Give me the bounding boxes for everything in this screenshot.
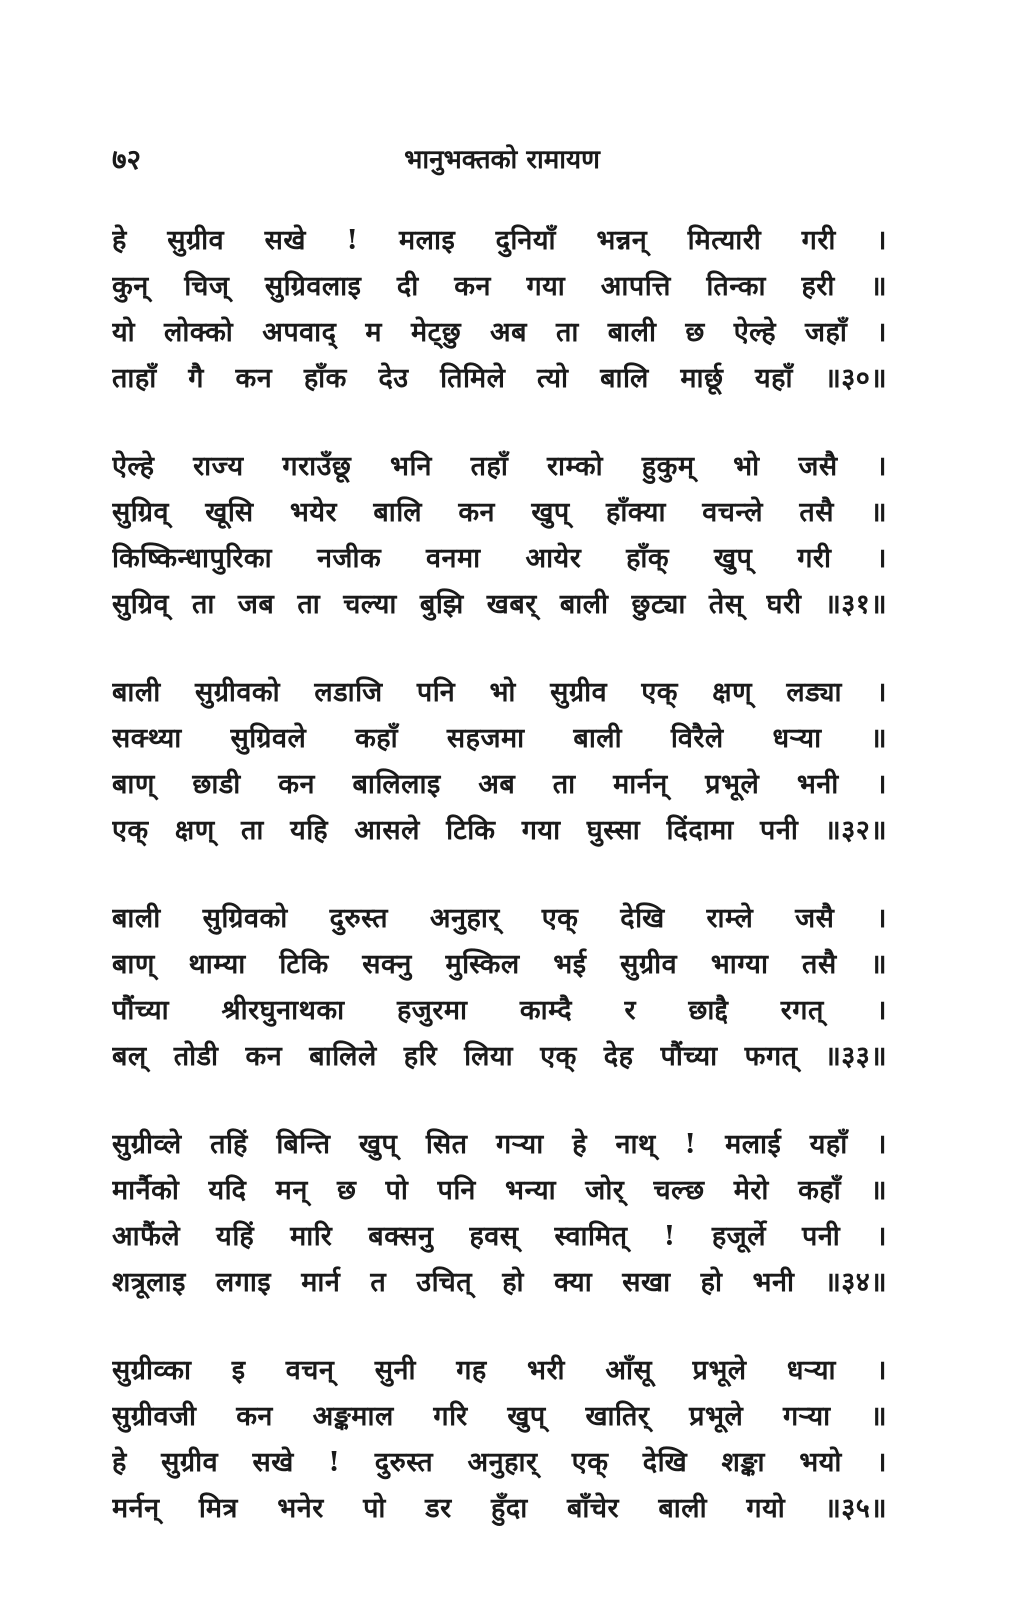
stanza-34	[112, 1122, 887, 1306]
verse-line: मर्नन् मित्र भनेर पो डर हुँदा बाँचेर बाली गयो ॥३५॥	[112, 1493, 887, 1524]
verse-line: सक्थ्या सुग्रिवले कहाँ सहजमा बाली विरैले धऱ्या ॥	[112, 723, 887, 754]
verse-line: बाण् छाडी कन बालिलाइ अब ता मार्नन् प्रभूले भनी ।	[112, 769, 887, 800]
stanza-31	[112, 444, 887, 628]
verse-line: हे सुग्रीव सखे ! दुरुस्त अनुहार् एक् देखि शङ्का भयो ।	[112, 1447, 887, 1478]
verse-line: बाण् थाम्या टिकि सक्नु मुस्किल भई सुग्रीव भाग्या तसै ॥	[112, 949, 887, 980]
verse-line: एक् क्षण् ता यहि आसले टिकि गया घुस्सा दिंदामा पनी ॥३२॥	[112, 815, 887, 846]
page-number: ७२	[112, 143, 142, 176]
verse-line: सुग्रीवजी कन अङ्कमाल गरि खुप् खातिर् प्रभूले गऱ्या ॥	[112, 1401, 887, 1432]
verse-block	[112, 218, 887, 1574]
verse-line: हे सुग्रीव सखे ! मलाइ दुनियाँ भन्नन् मित्यारी गरी ।	[112, 225, 887, 256]
verse-line: सुग्रिव् खूसि भयेर बालि कन खुप् हाँक्या वचन्ले तसै ॥	[112, 497, 887, 528]
verse-line: मार्नैको यदि मन् छ पो पनि भन्या जोर् चल्छ मेरो कहाँ ॥	[112, 1175, 887, 1206]
verse-line: आफैंले यहिं मारि बक्सनु हवस् स्वामित् ! हजूर्ले पनी ।	[112, 1221, 887, 1252]
verse-line: ऐल्हे राज्य गराउँछू भनि तहाँ राम्को हुकुम् भो जसै ।	[112, 451, 887, 482]
verse-line: शत्रूलाइ लगाइ मार्न त उचित् हो क्या सखा हो भनी ॥३४॥	[112, 1267, 887, 1298]
stanza-33	[112, 896, 887, 1080]
verse-line: ताहाँ गै कन हाँक देउ तिमिले त्यो बालि मार्छू यहाँ ॥३०॥	[112, 363, 887, 394]
stanza-30	[112, 218, 887, 402]
verse-line: सुग्रीव्ले तहिं बिन्ति खुप् सित गऱ्या हे नाथ् ! मलाई यहाँ ।	[112, 1129, 887, 1160]
verse-line: किष्किन्धापुरिका नजीक वनमा आयेर हाँक् खुप् गरी ।	[112, 543, 887, 574]
verse-line: सुग्रिव् ता जब ता चल्या बुझि खबर् बाली छुट्या तेस् घरी ॥३१॥	[112, 589, 887, 620]
verse-line: यो लोक्को अपवाद् म मेट्छु अब ता बाली छ ऐल्हे जहाँ ।	[112, 317, 887, 348]
verse-line: बाली सुग्रीवको लडाजि पनि भो सुग्रीव एक् क्षण् लड्या ।	[112, 677, 887, 708]
verse-line: कुन् चिज् सुग्रिवलाइ दी कन गया आपत्ति तिन्का हरी ॥	[112, 271, 887, 302]
running-head: भानुभक्तको रामायण	[404, 145, 600, 175]
verse-line: बाली सुग्रिवको दुरुस्त अनुहार् एक् देखि राम्ले जसै ।	[112, 903, 887, 934]
page-header	[112, 140, 892, 180]
verse-line: सुग्रीव्का इ वचन् सुनी गह भरी आँसू प्रभूले धऱ्या ।	[112, 1355, 887, 1386]
stanza-32	[112, 670, 887, 854]
stanza-35	[112, 1348, 887, 1532]
verse-line: पौंच्या श्रीरघुनाथका हजुरमा काम्दै र छाद्दै रगत् ।	[112, 995, 887, 1026]
verse-line: बल् तोडी कन बालिले हरि लिया एक् देह पौंच्या फगत् ॥३३॥	[112, 1041, 887, 1072]
